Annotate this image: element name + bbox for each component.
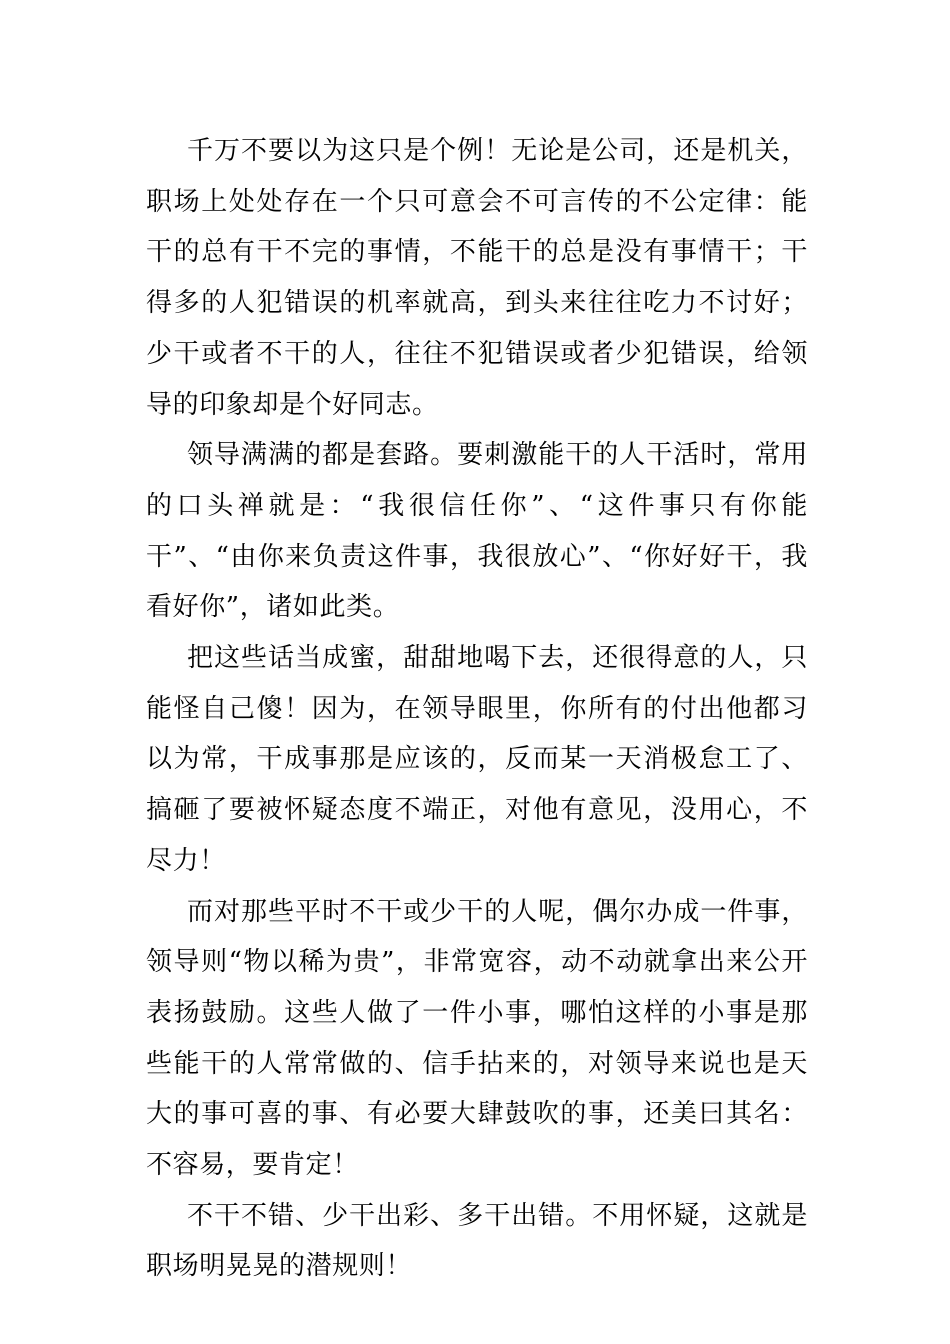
document-body [146,126,808,1292]
paragraph-2: 领导满满的都是套路。要刺激能干的人干活时，常用的口头禅就是：“我很信任你”、“这件事只有你能干”、“由你来负责这件事，我很放心”、“你好好干，我看好你”，诸如此类。 [146,440,808,623]
paragraph-5: 不干不错、少干出彩、多干出错。不用怀疑，这就是职场明晃晃的潜规则！ [146,1200,808,1282]
paragraph-3: 把这些话当成蜜，甜甜地喝下去，还很得意的人，只能怪自己傻！因为，在领导眼里，你所有的付出他都习以为常，干成事那是应该的，反而某一天消极怠工了、搞砸了要被怀疑态度不端正，对他有意见，没用心，不尽力！ [146,643,808,876]
paragraph-1: 千万不要以为这只是个例！无论是公司，还是机关，职场上处处存在一个只可意会不可言传的不公定律：能干的总有干不完的事情，不能干的总是没有事情干；干得多的人犯错误的机率就高，到头来往往吃力不讨好；少干或者不干的人，往往不犯错误或者少犯错误，给领导的印象却是个好同志。 [146,136,808,420]
paragraph-4: 而对那些平时不干或少干的人呢，偶尔办成一件事，领导则“物以稀为贵”，非常宽容，动不动就拿出来公开表扬鼓励。这些人做了一件小事，哪怕这样的小事是那些能干的人常常做的、信手拈来的，对领导来说也是天大的事可喜的事、有必要大肆鼓吹的事，还美曰其名：不容易，要肯定！ [146,896,808,1181]
